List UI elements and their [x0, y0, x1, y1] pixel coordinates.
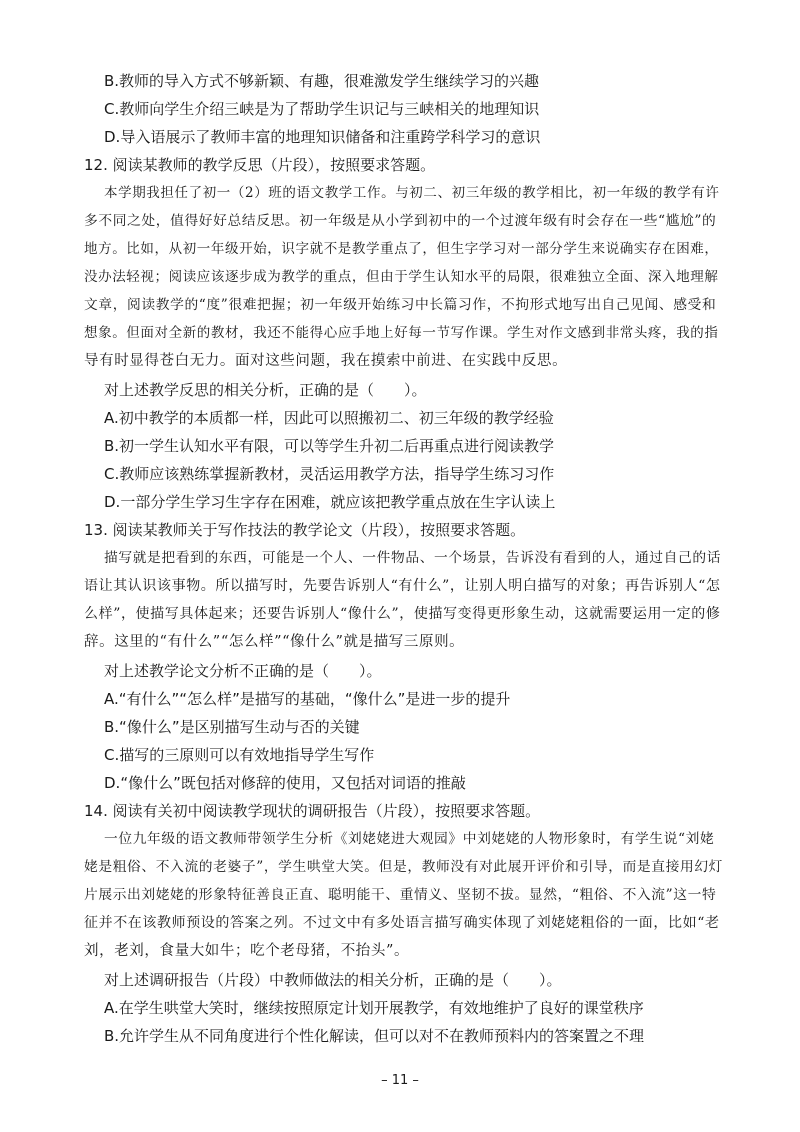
- q12-title: 12. 阅读某教师的教学反思（片段），按照要求答题。: [84, 156, 436, 174]
- q14-title: 14. 阅读有关初中阅读教学现状的调研报告（片段），按照要求答题。: [84, 802, 541, 820]
- q13-stem: 对上述教学论文分析不正确的是（ ）。: [104, 662, 382, 680]
- q12-option-d: D.一部分学生学习生字存在困难，就应该把教学重点放在生字认读上: [104, 493, 556, 511]
- q13-passage-line: 么样”，使描写具体起来；还要告诉别人“像什么”，使描写变得更形象生动，这就需要运用一定的修: [84, 606, 721, 622]
- q14-passage-line: 征并不在该教师预设的答案之列。不过文中有多处语言描写确实体现了刘姥姥粗俗的一面，比如“老: [84, 915, 720, 931]
- q12-passage-line: 文章，阅读教学的“度”很难把握；初一年级开始练习中长篇习作，不拘形式地写出自己见闻、感受和: [84, 297, 717, 313]
- q11-option-d: D.导入语展示了教师丰富的地理知识储备和注重跨学科学习的意识: [104, 128, 541, 146]
- q12-option-b: B.初一学生认知水平有限，可以等学生升初二后再重点进行阅读教学: [104, 437, 555, 455]
- q11-option-b: B.教师的导入方式不够新颖、有趣，很难激发学生继续学习的兴趣: [104, 72, 540, 90]
- q13-passage-line: 语让其认识该事物。所以描写时，先要告诉别人“有什么”，让别人明白描写的对象；再告诉别人“怎: [84, 578, 721, 594]
- q13-option-c: C.描写的三原则可以有效地指导学生写作: [104, 746, 375, 764]
- q13-passage-line: 描写就是把看到的东西，可能是一个人、一件物品、一个场景，告诉没有看到的人，通过自己的话: [104, 550, 722, 566]
- q12-passage-line: 地方。比如，从初一年级开始，识字就不是教学重点了，但生字学习对一部分学生来说确实存在困难，: [84, 241, 719, 257]
- page-number: – 11 –: [381, 1073, 419, 1088]
- q14-passage-line: 片展示出刘姥姥的形象特征善良正直、聪明能干、重情义、坚韧不拔。显然，“粗俗、不入流”这一特: [84, 887, 717, 903]
- q12-option-a: A.初中教学的本质都一样，因此可以照搬初二、初三年级的教学经验: [104, 409, 554, 427]
- q12-option-c: C.教师应该熟练掌握新教材，灵活运用教学方法，指导学生练习习作: [104, 465, 555, 483]
- q12-passage-line: 没办法轻视；阅读应该逐步成为教学的重点，但由于学生认知水平的局限，很难独立全面、深入地理解: [84, 269, 719, 285]
- q14-stem: 对上述调研报告（片段）中教师做法的相关分析，正确的是（ ）。: [104, 971, 562, 989]
- q13-title: 13. 阅读某教师关于写作技法的教学论文（片段），按照要求答题。: [84, 521, 526, 539]
- q12-passage-line: 想象。但面对全新的教材，我还不能得心应手地上好每一节写作课。学生对作文感到非常头疼，我的指: [84, 325, 719, 341]
- q14-passage-line: 姥是粗俗、不入流的老婆子”，学生哄堂大笑。但是，教师没有对此展开评价和引导，而是直接用幻灯: [84, 859, 724, 875]
- q14-passage-line: 一位九年级的语文教师带领学生分析《刘姥姥进大观园》中刘姥姥的人物形象时，有学生说“刘姥: [104, 831, 715, 847]
- q14-passage-line: 刘，老刘，食量大如牛；吃个老母猪，不抬头”。: [84, 943, 410, 959]
- q13-option-d: D.“像什么”既包括对修辞的使用，又包括对词语的推敲: [104, 774, 466, 792]
- q13-passage-line: 辞。这里的“有什么”“怎么样”“像什么”就是描写三原则。: [84, 634, 465, 650]
- q14-option-a: A.在学生哄堂大笑时，继续按照原定计划开展教学，有效地维护了良好的课堂秩序: [104, 999, 644, 1017]
- q13-option-a: A.“有什么”“怎么样”是描写的基础，“像什么”是进一步的提升: [104, 690, 511, 708]
- q12-passage-line: 导有时显得苍白无力。面对这些问题，我在摸索中前进、在实践中反思。: [84, 353, 568, 369]
- q11-option-c: C.教师向学生介绍三峡是为了帮助学生识记与三峡相关的地理知识: [104, 100, 540, 118]
- q12-stem: 对上述教学反思的相关分析，正确的是（ ）。: [104, 381, 427, 399]
- q14-option-b: B.允许学生从不同角度进行个性化解读，但可以对不在教师预料内的答案置之不理: [104, 1027, 645, 1045]
- q13-option-b: B.“像什么”是区别描写生动与否的关键: [104, 718, 360, 736]
- q12-passage-line: 多不同之处，值得好好总结反思。初一年级是从小学到初中的一个过渡年级有时会存在一些“尴尬”的: [84, 213, 717, 229]
- q12-passage-line: 本学期我担任了初一（2）班的语文教学工作。与初二、初三年级的教学相比，初一年级的教学有许: [104, 185, 720, 201]
